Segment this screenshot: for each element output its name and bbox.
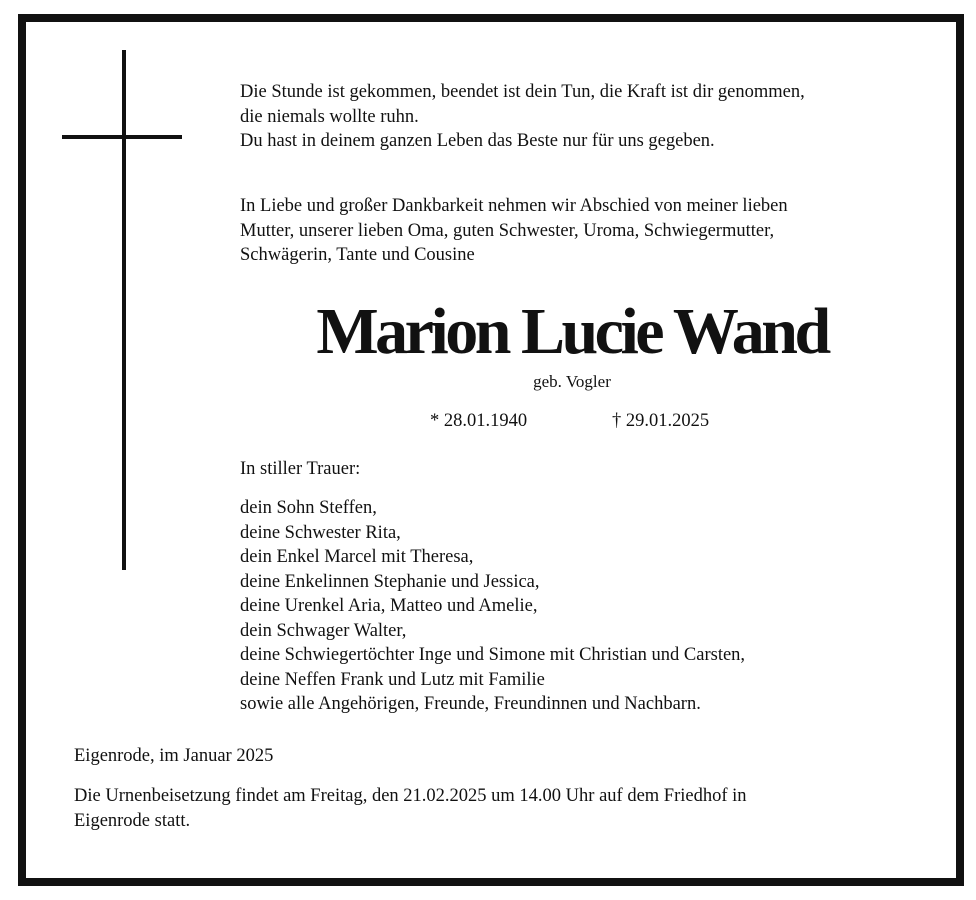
poem-line: die niemals wollte ruhn. xyxy=(240,106,419,127)
cross-icon xyxy=(122,50,126,570)
family-member: sowie alle Angehörigen, Freunde, Freundinnen und Nachbarn. xyxy=(240,694,701,714)
poem-line: Die Stunde ist gekommen, beendet ist dein Tun, die Kraft ist dir genommen, xyxy=(240,82,805,102)
family-member: deine Schwester Rita, xyxy=(240,522,401,543)
family-member: dein Sohn Steffen, xyxy=(240,498,377,518)
death-date: † 29.01.2025 xyxy=(612,411,710,431)
cross-icon-bar xyxy=(62,135,182,139)
burial-line: Die Urnenbeisetzung findet am Freitag, den 21.02.2025 um 14.00 Uhr auf dem Friedhof in xyxy=(74,786,747,806)
family-list xyxy=(240,496,745,717)
birth-date: * 28.01.1940 xyxy=(430,411,528,431)
burial-info xyxy=(74,784,747,833)
burial-line: Eigenrode statt. xyxy=(74,810,191,831)
poem xyxy=(240,80,805,154)
intro-text xyxy=(240,194,788,268)
family-member: deine Schwiegertöchter Inge und Simone mit Christian und Carsten, xyxy=(240,645,746,665)
intro-line: In Liebe und großer Dankbarkeit nehmen wir Abschied von meiner lieben xyxy=(240,196,788,216)
family-member: dein Schwager Walter, xyxy=(240,620,407,641)
family-member: deine Neffen Frank und Lutz mit Familie xyxy=(240,669,545,690)
family-member: deine Enkelinnen Stephanie und Jessica, xyxy=(240,571,540,592)
family-member: dein Enkel Marcel mit Theresa, xyxy=(240,547,474,567)
mourning-heading: In stiller Trauer: xyxy=(240,459,361,479)
birth-name: geb. Vogler xyxy=(533,372,611,391)
intro-line: Mutter, unserer lieben Oma, guten Schwester, Uroma, Schwiegermutter, xyxy=(240,220,775,241)
place-date: Eigenrode, im Januar 2025 xyxy=(74,746,274,766)
poem-line: Du hast in deinem ganzen Leben das Beste nur für uns gegeben. xyxy=(240,131,715,151)
family-member: deine Urenkel Aria, Matteo und Amelie, xyxy=(240,596,538,616)
deceased-name: Marion Lucie Wand xyxy=(316,295,828,368)
intro-line: Schwägerin, Tante und Cousine xyxy=(240,245,475,265)
